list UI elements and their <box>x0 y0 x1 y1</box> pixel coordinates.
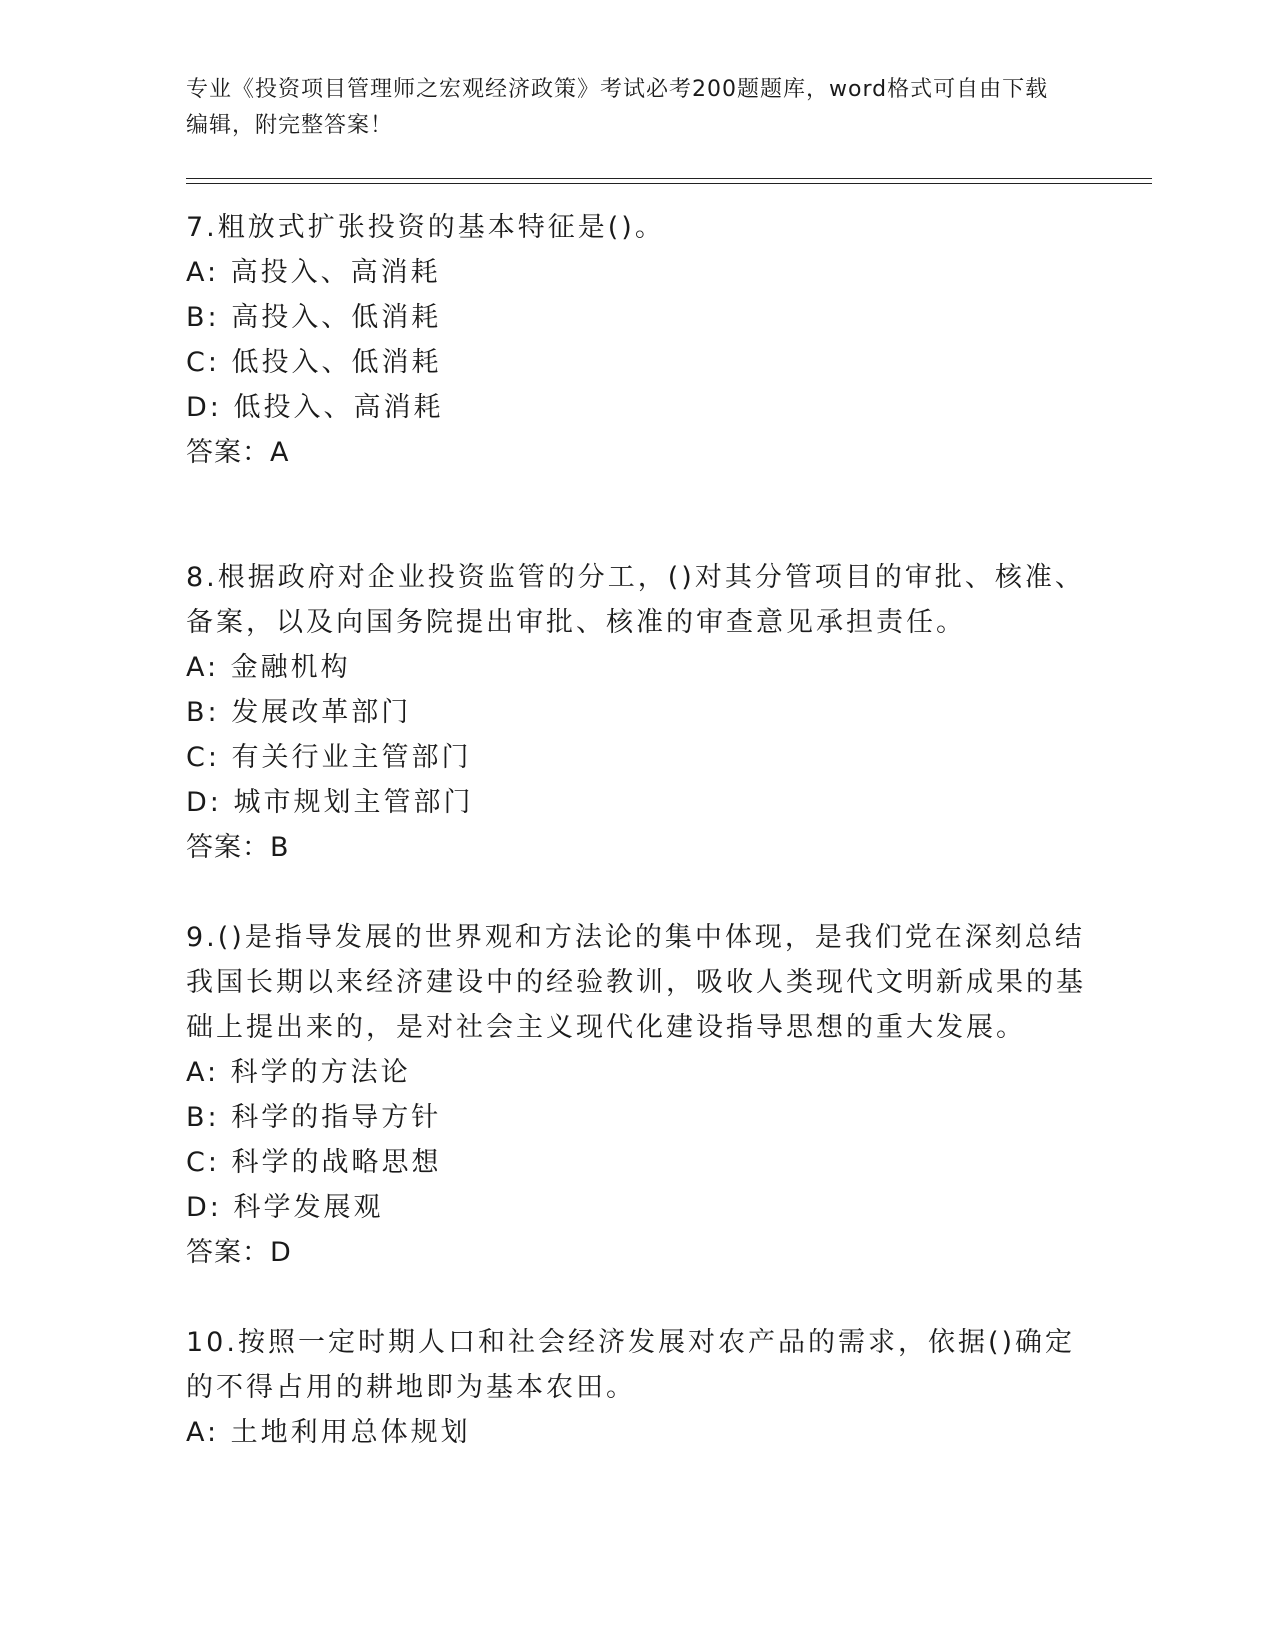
header-divider-top <box>186 178 1152 179</box>
option-d: D: 低投入、高消耗 <box>186 392 444 423</box>
answer: 答案：D <box>186 1237 292 1268</box>
question-7 <box>186 205 1086 475</box>
option-a: A: 高投入、高消耗 <box>186 257 441 288</box>
document-header <box>186 72 1066 144</box>
option-d: D: 城市规划主管部门 <box>186 787 474 818</box>
option-b: B: 发展改革部门 <box>186 697 412 728</box>
option-c: C: 低投入、低消耗 <box>186 347 442 378</box>
header-text: 专业《投资项目管理师之宏观经济政策》考试必考200题题库，word格式可自由下载编辑，附完整答案！ <box>186 77 1049 138</box>
question-stem: 8.根据政府对企业投资监管的分工，()对其分管项目的审批、核准、备案，以及向国务院提出审批、核准的审查意见承担责任。 <box>186 562 1085 638</box>
option-c: C: 有关行业主管部门 <box>186 742 472 773</box>
question-9 <box>186 915 1086 1275</box>
answer: 答案：B <box>186 832 290 863</box>
question-8 <box>186 555 1086 870</box>
question-stem: 7.粗放式扩张投资的基本特征是()。 <box>186 212 665 243</box>
answer: 答案：A <box>186 437 290 468</box>
option-a: A: 金融机构 <box>186 652 351 683</box>
option-b: B: 高投入、低消耗 <box>186 302 442 333</box>
header-divider-bottom <box>186 183 1152 184</box>
option-b: B: 科学的指导方针 <box>186 1102 442 1133</box>
question-stem: 10.按照一定时期人口和社会经济发展对农产品的需求，依据()确定的不得占用的耕地即为基本农田。 <box>186 1327 1076 1403</box>
question-10 <box>186 1320 1086 1455</box>
option-a: A: 科学的方法论 <box>186 1057 411 1088</box>
option-a: A: 土地利用总体规划 <box>186 1417 471 1448</box>
option-d: D: 科学发展观 <box>186 1192 384 1223</box>
question-stem: 9.()是指导发展的世界观和方法论的集中体现，是我们党在深刻总结我国长期以来经济建设中的经验教训，吸收人类现代文明新成果的基础上提出来的，是对社会主义现代化建设指导思想的重大发展。 <box>186 922 1086 1043</box>
option-c: C: 科学的战略思想 <box>186 1147 442 1178</box>
